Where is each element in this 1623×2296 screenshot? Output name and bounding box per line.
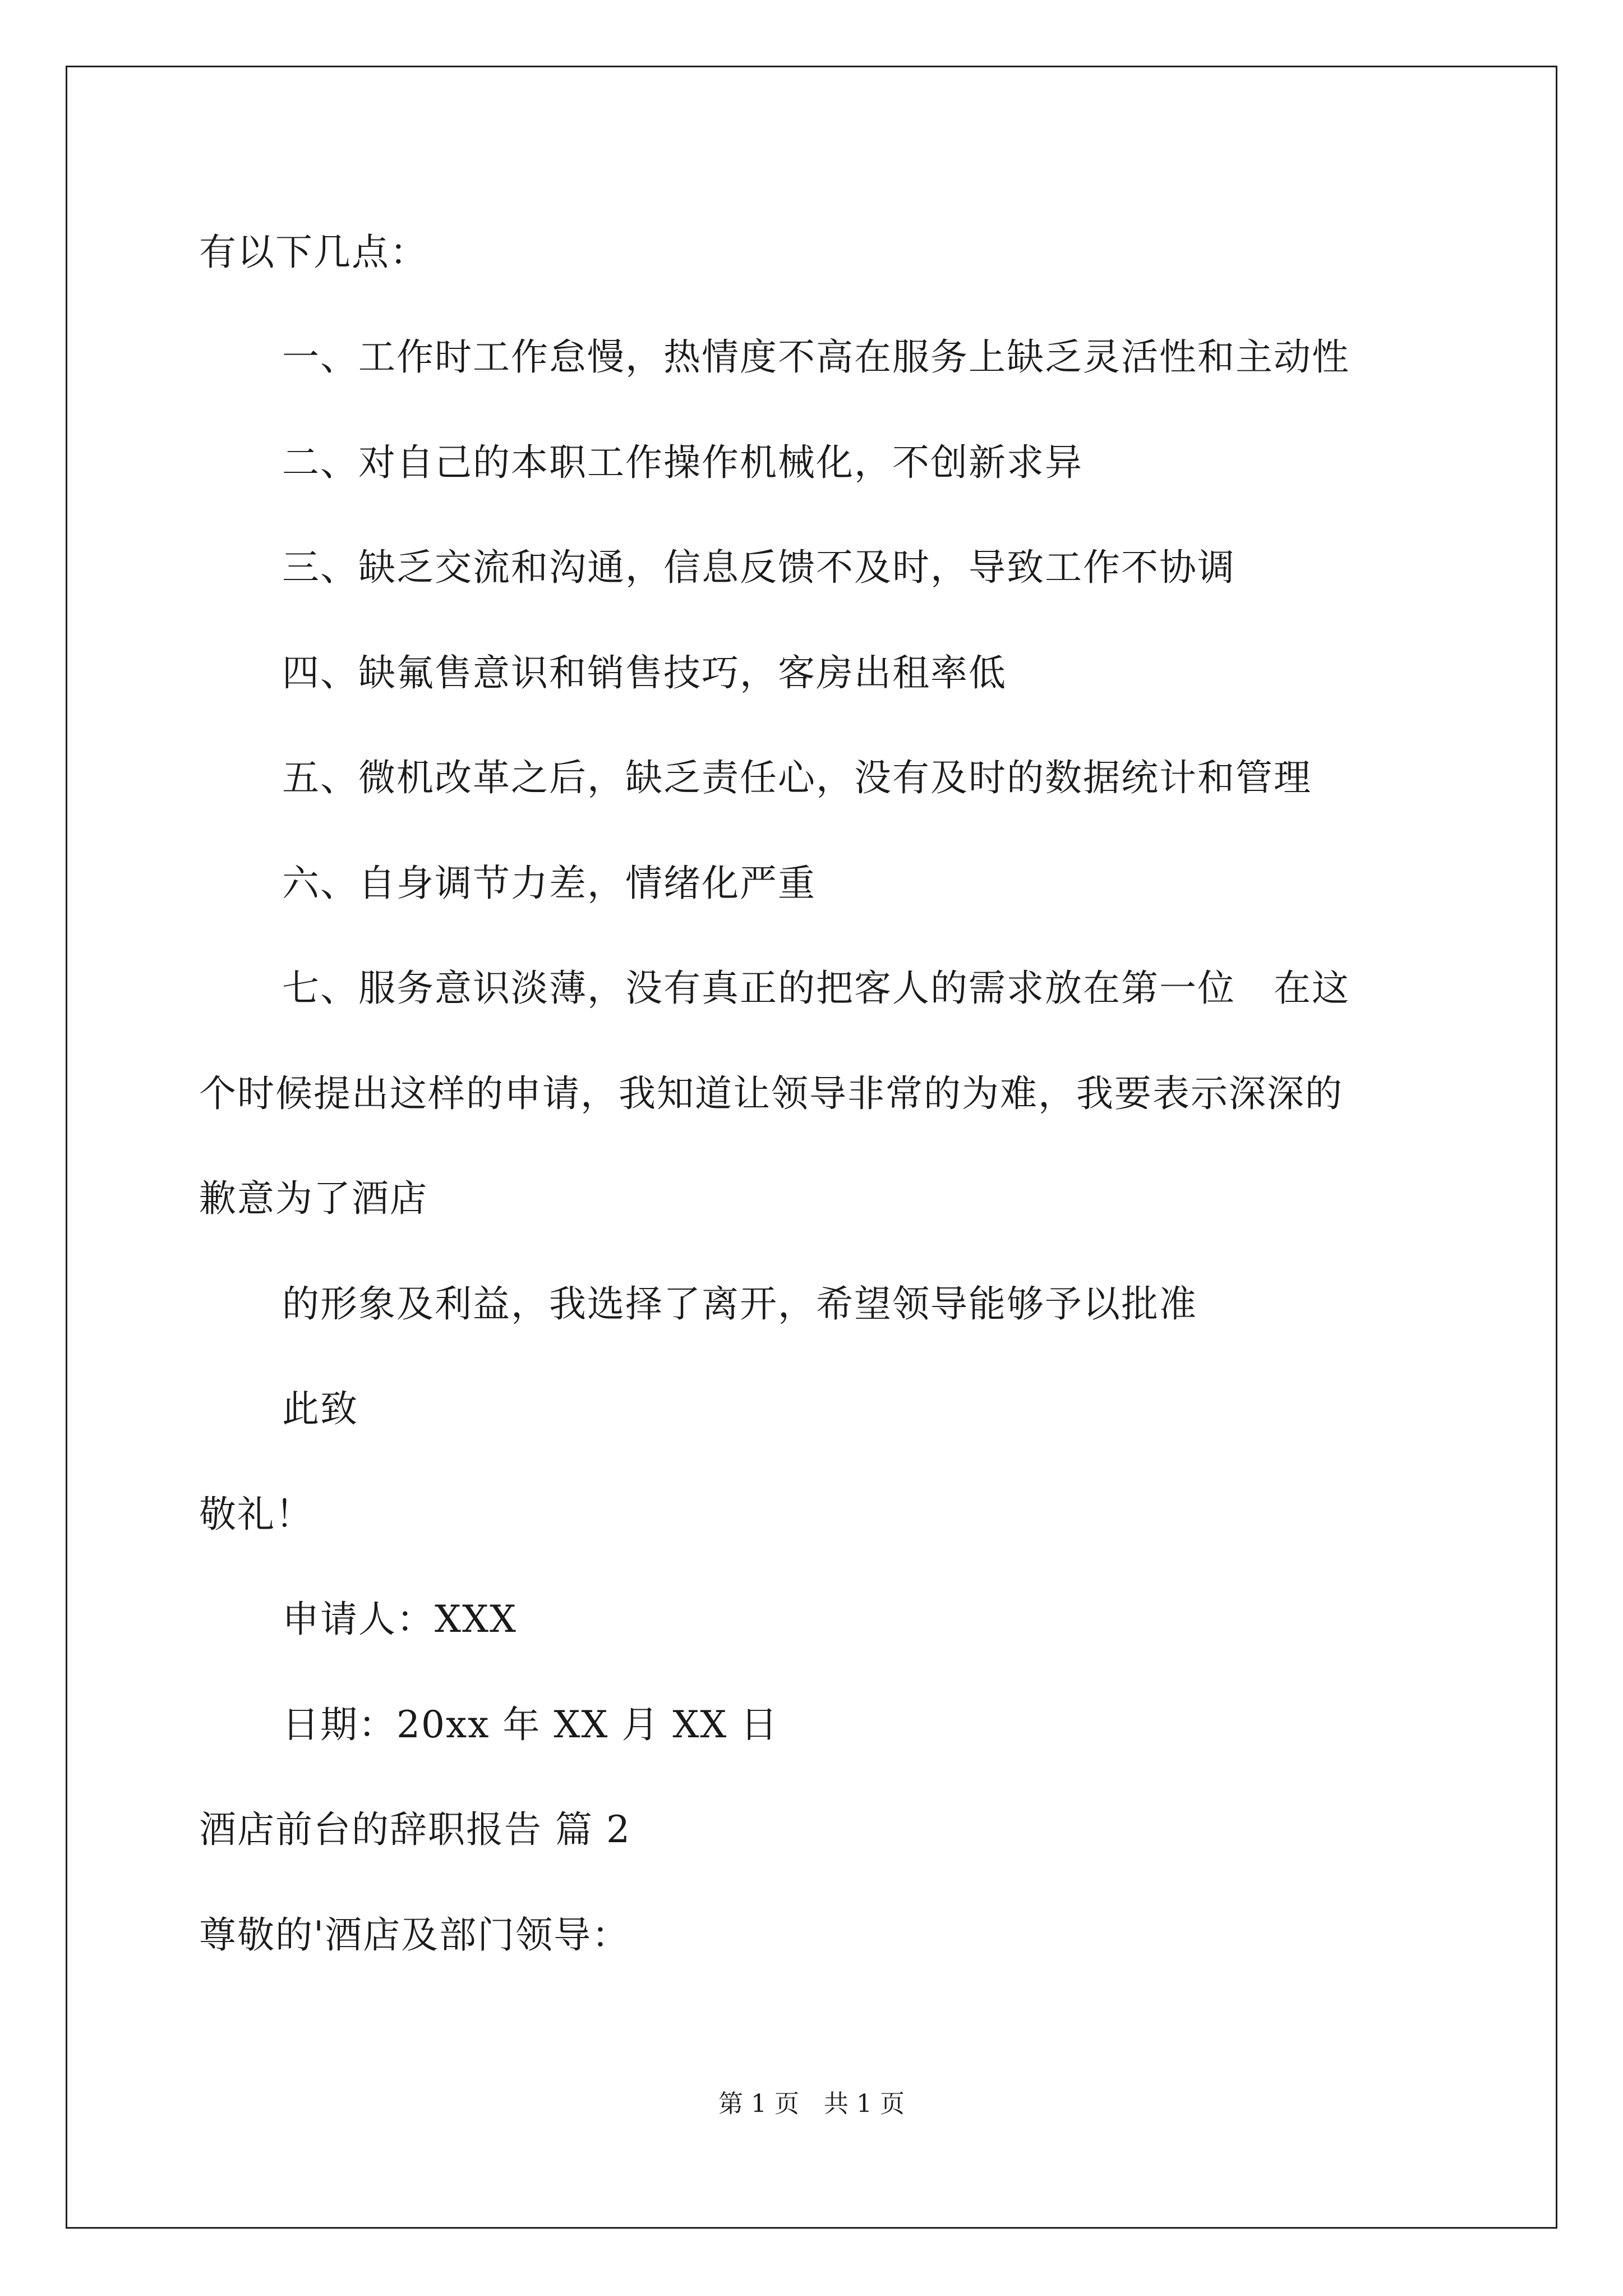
text-line-intro: 有以下几点： xyxy=(199,231,428,274)
text-line-date: 日期：20xx 年 XX 月 XX 日 xyxy=(282,1703,779,1746)
text-line-continuation-1: 个时候提出这样的申请，我知道让领导非常的为难，我要表示深深的 xyxy=(199,1072,1343,1115)
text-line-point-2: 二、对自己的本职工作操作机械化，不创新求异 xyxy=(282,441,1083,484)
text-line-point-4: 四、缺氟售意识和销售技巧，客房出租率低 xyxy=(282,651,1007,694)
text-line-point-3: 三、缺乏交流和沟通，信息反馈不及时，导致工作不协调 xyxy=(282,546,1235,589)
text-line-request: 的形象及利益，我选择了离开，希望领导能够予以批准 xyxy=(282,1282,1197,1326)
text-line-applicant: 申请人：XXX xyxy=(282,1598,517,1641)
text-line-point-5: 五、微机改革之后，缺乏责任心，没有及时的数据统计和管理 xyxy=(282,756,1312,799)
text-line-point-7: 七、服务意识淡薄，没有真正的把客人的需求放在第一位 在这 xyxy=(282,967,1350,1010)
text-line-continuation-2: 歉意为了酒店 xyxy=(199,1177,428,1220)
page-border xyxy=(66,66,1557,2229)
page-number-footer: 第 1 页 共 1 页 xyxy=(718,2090,905,2118)
text-line-point-6: 六、自身调节力差，情绪化严重 xyxy=(282,862,816,905)
text-line-point-1: 一、工作时工作怠慢，热情度不高在服务上缺乏灵活性和主动性 xyxy=(282,335,1350,379)
section-heading: 酒店前台的辞职报告 篇 2 xyxy=(199,1808,631,1851)
text-line-greeting: 尊敬的'酒店及部门领导： xyxy=(199,1913,630,1957)
text-line-closing: 此致 xyxy=(282,1387,358,1430)
text-line-salute: 敬礼！ xyxy=(199,1493,313,1536)
